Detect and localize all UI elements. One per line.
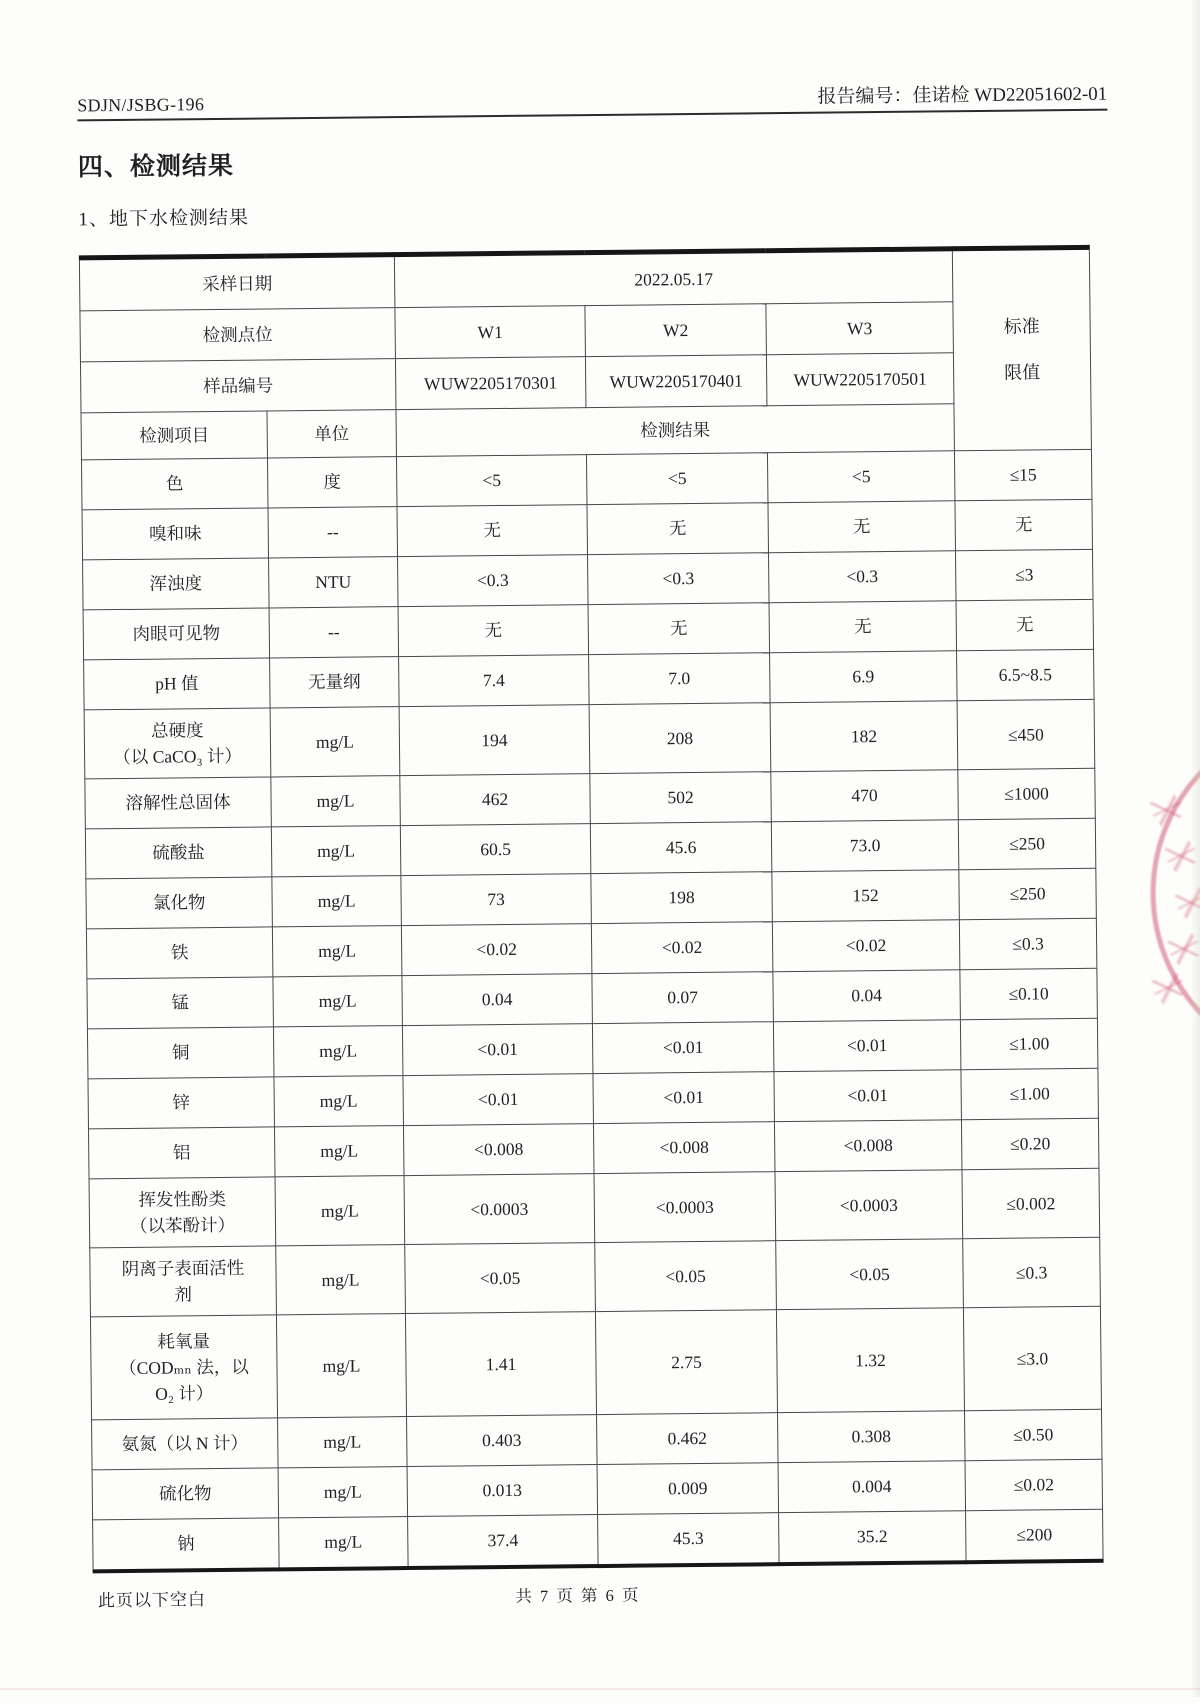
result-w3: <5 <box>767 451 955 503</box>
standard-limit: ≤3.0 <box>963 1306 1101 1410</box>
result-w1: 0.403 <box>407 1415 598 1467</box>
standard-limit: ≤0.3 <box>959 918 1097 969</box>
standard-limit: ≤0.20 <box>961 1118 1099 1169</box>
item-unit: mg/L <box>275 1176 405 1246</box>
item-unit: NTU <box>269 557 399 608</box>
point-w3: W3 <box>766 302 954 355</box>
item-name: 铜 <box>87 1027 274 1079</box>
result-w3: 无 <box>769 601 957 653</box>
sample-no-w3: WUW2205170501 <box>766 353 954 406</box>
result-w3: <0.05 <box>776 1239 964 1310</box>
result-w3: 182 <box>770 701 958 772</box>
result-w2: 无 <box>588 603 770 655</box>
standard-limit: ≤250 <box>958 818 1096 869</box>
standard-limit: ≤1.00 <box>960 1018 1098 1069</box>
page-number: 共 7 页 第 6 页 <box>8 1576 1148 1612</box>
result-w1: 194 <box>399 705 590 776</box>
standard-limit: 6.5~8.5 <box>957 649 1095 700</box>
standard-limit: ≤0.3 <box>963 1237 1101 1307</box>
page-header <box>77 79 1107 122</box>
item-unit: mg/L <box>278 1417 408 1468</box>
scan-edge-artifact <box>0 1688 1200 1690</box>
result-w1: 无 <box>397 505 588 557</box>
result-w1: 7.4 <box>399 655 590 707</box>
doc-code-text: SDJN/JSBG-196 <box>77 94 204 116</box>
item-unit: mg/L <box>272 876 402 927</box>
result-w1: <0.02 <box>401 924 592 976</box>
result-w3: 35.2 <box>779 1511 967 1564</box>
item-unit: mg/L <box>276 1245 406 1315</box>
result-w2: 0.07 <box>592 972 774 1024</box>
results-table <box>79 245 1104 1574</box>
table-row <box>89 1168 1100 1248</box>
monitoring-point-label: 检测点位 <box>80 308 396 362</box>
item-name: 溶解性总固体 <box>85 777 272 829</box>
result-w2: <0.02 <box>591 922 773 974</box>
item-name: 阴离子表面活性 剂 <box>90 1246 277 1317</box>
result-w3: 470 <box>771 770 959 822</box>
report-number-text: 报告编号：佳诺检 WD22051602-01 <box>817 79 1107 109</box>
standard-limit: ≤1000 <box>958 768 1096 819</box>
item-name: 色 <box>81 458 268 510</box>
point-w1: W1 <box>395 306 586 359</box>
item-name: 肉眼可见物 <box>83 608 270 660</box>
sampling-date-value: 2022.05.17 <box>394 249 953 308</box>
result-w3: <0.01 <box>774 1070 962 1122</box>
standard-limit: ≤1.00 <box>961 1068 1099 1119</box>
result-w3: <0.3 <box>769 551 957 603</box>
result-w3: 1.32 <box>776 1308 964 1413</box>
table-row <box>84 699 1095 779</box>
item-name: 硫酸盐 <box>85 827 272 879</box>
item-unit: mg/L <box>271 826 401 877</box>
result-w3: 0.004 <box>778 1461 966 1513</box>
result-w3: 152 <box>772 870 960 922</box>
item-unit: mg/L <box>278 1467 408 1518</box>
subsection-title: 1、地下水检测结果 <box>78 194 1108 232</box>
standard-limit: ≤250 <box>959 868 1097 919</box>
result-w1: <0.01 <box>403 1074 594 1126</box>
item-unit: mg/L <box>274 1126 404 1177</box>
result-w3: 73.0 <box>771 820 959 872</box>
item-unit: mg/L <box>273 1026 403 1077</box>
item-header: 检测项目 <box>81 411 267 460</box>
standard-limit: ≤0.10 <box>960 968 1098 1019</box>
item-name: 耗氧量 （CODₘₙ 法，以 O₂ 计） <box>90 1315 277 1420</box>
result-w2: 无 <box>587 503 769 555</box>
item-name: 氯化物 <box>86 877 273 929</box>
item-unit: mg/L <box>273 976 403 1027</box>
standard-limit-header: 标准 限值 <box>952 247 1091 450</box>
item-name: 锰 <box>87 977 274 1029</box>
result-w2: 0.009 <box>597 1463 779 1515</box>
result-w1: 462 <box>400 774 591 826</box>
standard-limit: ≤0.002 <box>962 1168 1100 1238</box>
item-name: 挥发性酚类 （以苯酚计） <box>89 1177 276 1248</box>
item-unit: mg/L <box>276 1314 406 1418</box>
result-w3: <0.02 <box>772 920 960 972</box>
result-w1: 无 <box>398 605 589 657</box>
result-w3: 无 <box>768 501 956 553</box>
result-w2: 2.75 <box>595 1310 777 1415</box>
item-unit: 度 <box>267 457 397 508</box>
result-w3: 0.04 <box>773 970 961 1022</box>
sample-no-label: 样品编号 <box>80 359 396 413</box>
item-name: 氨氮（以 N 计） <box>92 1418 279 1470</box>
scan-edge-artifact <box>1191 0 1200 1697</box>
result-w3: <0.0003 <box>775 1170 963 1241</box>
result-w2: 7.0 <box>589 653 771 705</box>
item-name: 总硬度 （以 CaCO₃ 计） <box>84 708 271 779</box>
item-name: 硫化物 <box>92 1468 279 1520</box>
item-unit: -- <box>268 507 398 558</box>
standard-limit: 无 <box>956 599 1094 650</box>
result-w2: 45.3 <box>598 1513 780 1566</box>
result-w1: <0.05 <box>405 1243 596 1314</box>
result-w2: <0.01 <box>593 1072 775 1124</box>
item-name: 嗅和味 <box>82 508 269 560</box>
blank-note: 此页以下空白 <box>98 1576 1123 1612</box>
standard-limit: ≤0.50 <box>964 1409 1102 1460</box>
result-w1: <0.008 <box>403 1124 594 1176</box>
item-name: 铁 <box>86 927 273 979</box>
standard-limit: ≤200 <box>966 1509 1104 1562</box>
result-w1: <5 <box>396 455 587 507</box>
result-w1: <0.01 <box>402 1024 593 1076</box>
standard-limit: 无 <box>955 499 1093 550</box>
result-w3: <0.008 <box>774 1120 962 1172</box>
result-w1: <0.3 <box>398 555 589 607</box>
result-w3: 0.308 <box>778 1411 966 1463</box>
item-unit: mg/L <box>274 1076 404 1127</box>
item-unit: 无量纲 <box>270 657 400 708</box>
sample-no-w1: WUW2205170301 <box>395 357 586 410</box>
item-unit: mg/L <box>272 926 402 977</box>
result-w1: <0.0003 <box>404 1174 595 1245</box>
standard-limit: ≤15 <box>954 449 1092 500</box>
item-unit: mg/L <box>279 1517 409 1570</box>
result-w1: 0.04 <box>402 974 593 1026</box>
standard-limit: ≤450 <box>957 699 1095 769</box>
result-w2: <0.0003 <box>594 1172 776 1243</box>
item-name: 铝 <box>88 1127 275 1179</box>
result-w3: 6.9 <box>770 651 958 703</box>
result-w2: 502 <box>590 772 772 824</box>
result-w1: 1.41 <box>405 1312 596 1417</box>
result-w2: <0.05 <box>595 1241 777 1312</box>
standard-limit: ≤3 <box>955 549 1093 600</box>
result-w2: 0.462 <box>597 1413 779 1465</box>
item-unit: mg/L <box>270 707 400 777</box>
item-unit: -- <box>269 607 399 658</box>
item-unit: mg/L <box>271 776 401 827</box>
result-w1: 73 <box>401 874 592 926</box>
result-w2: 45.6 <box>590 822 772 874</box>
result-w1: 37.4 <box>408 1515 599 1568</box>
item-name: pH 值 <box>84 658 271 710</box>
item-name: 浑浊度 <box>83 558 270 610</box>
section-title: 四、检测结果 <box>78 137 1108 184</box>
standard-limit: ≤0.02 <box>965 1459 1103 1510</box>
result-w1: 60.5 <box>400 824 591 876</box>
item-name: 锌 <box>88 1077 275 1129</box>
result-w2: <0.01 <box>592 1022 774 1074</box>
sample-no-w2: WUW2205170401 <box>585 355 767 408</box>
sampling-date-label: 采样日期 <box>79 255 395 311</box>
item-name: 钠 <box>93 1518 280 1571</box>
result-header: 检测结果 <box>396 404 954 457</box>
point-w2: W2 <box>585 304 767 357</box>
table-row <box>90 1306 1101 1420</box>
result-w2: <0.008 <box>593 1122 775 1174</box>
result-w2: 198 <box>591 872 773 924</box>
table-row <box>90 1237 1101 1317</box>
result-w1: 0.013 <box>407 1465 598 1517</box>
unit-header: 单位 <box>267 410 396 458</box>
result-w2: 208 <box>589 703 771 774</box>
result-w3: <0.01 <box>773 1020 961 1072</box>
table-row <box>93 1509 1103 1571</box>
result-w2: <5 <box>586 453 768 505</box>
result-w2: <0.3 <box>588 553 770 605</box>
